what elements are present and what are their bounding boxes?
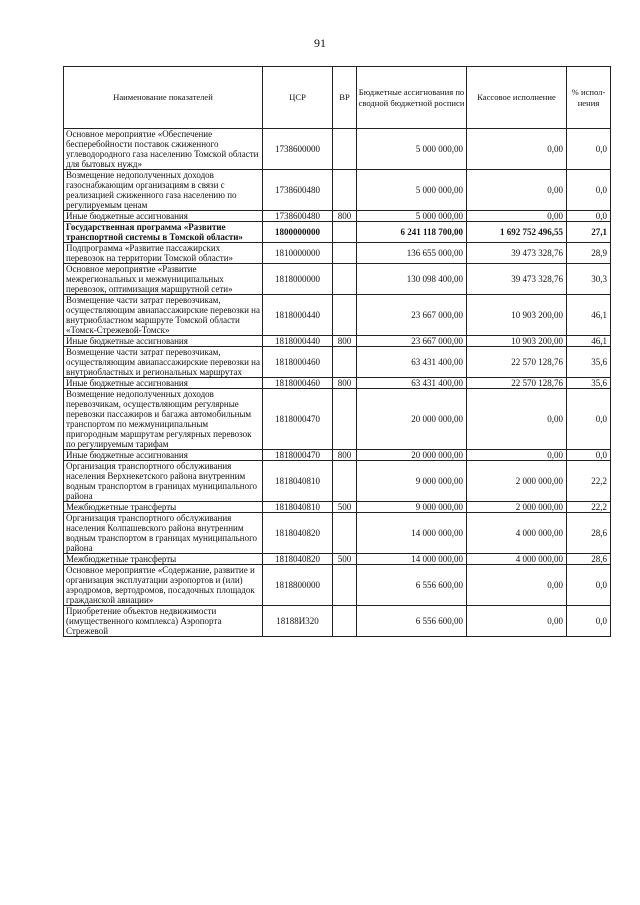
table-row xyxy=(64,554,611,565)
table-row xyxy=(64,389,611,450)
row-budget: 14 000 000,00 xyxy=(357,554,467,565)
row-csr: 1800000000 xyxy=(263,222,333,243)
row-csr: 1818000000 xyxy=(263,264,333,295)
row-percent: 30,3 xyxy=(567,264,611,295)
row-cash: 0,00 xyxy=(467,170,567,211)
row-percent: 0,0 xyxy=(567,389,611,450)
row-csr: 18188И320 xyxy=(263,606,333,637)
row-name: Организация транспортного обслуживания населения Верхнекетского района внутренним водным транспортом в границах муниципального района xyxy=(64,461,263,502)
row-vr: 800 xyxy=(333,211,357,222)
row-percent: 27,1 xyxy=(567,222,611,243)
row-budget: 130 098 400,00 xyxy=(357,264,467,295)
table-row xyxy=(64,461,611,502)
table-row xyxy=(64,513,611,554)
row-cash: 10 903 200,00 xyxy=(467,336,567,347)
row-budget: 6 556 600,00 xyxy=(357,565,467,606)
table-row xyxy=(64,129,611,170)
row-csr: 1810000000 xyxy=(263,243,333,264)
row-vr: 800 xyxy=(333,378,357,389)
row-vr xyxy=(333,129,357,170)
row-name: Основное мероприятие «Обеспечение бесперебойности поставок сжиженного углеводородного газа населению Томской области для бытовых нужд» xyxy=(64,129,263,170)
row-csr: 1818040820 xyxy=(263,554,333,565)
header-percent: % испол-нения xyxy=(567,67,611,129)
row-vr xyxy=(333,295,357,336)
table-row xyxy=(64,450,611,461)
row-csr: 1738600000 xyxy=(263,129,333,170)
table-row xyxy=(64,502,611,513)
row-vr xyxy=(333,222,357,243)
row-budget: 6 241 118 700,00 xyxy=(357,222,467,243)
row-percent: 46,1 xyxy=(567,336,611,347)
page-number: 91 xyxy=(314,36,326,50)
row-name: Государственная программа «Развитие транспортной системы в Томской области» xyxy=(64,222,263,243)
row-percent: 0,0 xyxy=(567,211,611,222)
table-row xyxy=(64,378,611,389)
row-cash: 0,00 xyxy=(467,565,567,606)
row-budget: 6 556 600,00 xyxy=(357,606,467,637)
row-csr: 1818000460 xyxy=(263,347,333,378)
row-budget: 63 431 400,00 xyxy=(357,378,467,389)
row-vr xyxy=(333,264,357,295)
row-percent: 0,0 xyxy=(567,129,611,170)
row-vr xyxy=(333,243,357,264)
header-csr: ЦСР xyxy=(263,67,333,129)
row-budget: 63 431 400,00 xyxy=(357,347,467,378)
row-cash: 0,00 xyxy=(467,129,567,170)
row-csr: 1738600480 xyxy=(263,211,333,222)
row-vr xyxy=(333,461,357,502)
table-row xyxy=(64,222,611,243)
row-vr xyxy=(333,606,357,637)
row-cash: 0,00 xyxy=(467,450,567,461)
row-cash: 10 903 200,00 xyxy=(467,295,567,336)
row-percent: 28,9 xyxy=(567,243,611,264)
row-name: Межбюджетные трансферты xyxy=(64,502,263,513)
row-name: Возмещение недополученных доходов газоснабжающим организациям в связи с реализацией сжиженного газа населению по регулируемым ценам xyxy=(64,170,263,211)
row-percent: 35,6 xyxy=(567,378,611,389)
row-budget: 20 000 000,00 xyxy=(357,389,467,450)
row-cash: 0,00 xyxy=(467,606,567,637)
row-cash: 1 692 752 496,55 xyxy=(467,222,567,243)
row-cash: 22 570 128,76 xyxy=(467,347,567,378)
header-cash: Кассовое исполнение xyxy=(467,67,567,129)
row-budget: 5 000 000,00 xyxy=(357,129,467,170)
row-percent: 22,2 xyxy=(567,461,611,502)
row-csr: 1818040820 xyxy=(263,513,333,554)
row-vr xyxy=(333,170,357,211)
row-cash: 4 000 000,00 xyxy=(467,513,567,554)
row-name: Основное мероприятие «Развитие межрегиональных и межмуниципальных перевозок, оптимизация маршрутной сети» xyxy=(64,264,263,295)
row-name: Основное мероприятие «Содержание, развитие и организация эксплуатации аэропортов и (или) аэродромов, вертодромов, посадочных площадок гражданской авиации» xyxy=(64,565,263,606)
row-csr: 1818000470 xyxy=(263,450,333,461)
row-percent: 28,6 xyxy=(567,554,611,565)
row-name: Иные бюджетные ассигнования xyxy=(64,336,263,347)
row-name: Возмещение части затрат перевозчикам, осуществляющим авиапассажирские перевозки на внутриобластном маршруте Томской области «Томск-Стрежевой-Томск» xyxy=(64,295,263,336)
header-budget: Бюджетные ассигнования по сводной бюджетной росписи xyxy=(357,67,467,129)
row-cash: 2 000 000,00 xyxy=(467,502,567,513)
row-csr: 1818040810 xyxy=(263,461,333,502)
row-cash: 39 473 328,76 xyxy=(467,243,567,264)
row-csr: 1818040810 xyxy=(263,502,333,513)
row-cash: 4 000 000,00 xyxy=(467,554,567,565)
row-vr: 500 xyxy=(333,554,357,565)
table-header-row xyxy=(64,67,611,129)
row-percent: 0,0 xyxy=(567,606,611,637)
row-name: Иные бюджетные ассигнования xyxy=(64,211,263,222)
table-row xyxy=(64,347,611,378)
row-name: Межбюджетные трансферты xyxy=(64,554,263,565)
row-budget: 9 000 000,00 xyxy=(357,502,467,513)
row-budget: 5 000 000,00 xyxy=(357,211,467,222)
row-vr xyxy=(333,389,357,450)
row-percent: 22,2 xyxy=(567,502,611,513)
header-name: Наименование показателей xyxy=(64,67,263,129)
row-name: Подпрограмма «Развитие пассажирских перевозок на территории Томской области» xyxy=(64,243,263,264)
row-budget: 23 667 000,00 xyxy=(357,295,467,336)
row-name: Иные бюджетные ассигнования xyxy=(64,450,263,461)
row-percent: 28,6 xyxy=(567,513,611,554)
row-vr: 500 xyxy=(333,502,357,513)
row-csr: 1818800000 xyxy=(263,565,333,606)
header-vr: ВР xyxy=(333,67,357,129)
row-cash: 0,00 xyxy=(467,211,567,222)
row-name: Приобретение объектов недвижимости (имущественного комплекса) Аэропорта Стрежевой xyxy=(64,606,263,637)
row-percent: 46,1 xyxy=(567,295,611,336)
table-row xyxy=(64,295,611,336)
row-percent: 35,6 xyxy=(567,347,611,378)
budget-execution-table xyxy=(63,66,611,637)
row-vr xyxy=(333,513,357,554)
table-row xyxy=(64,336,611,347)
row-csr: 1818000440 xyxy=(263,295,333,336)
row-budget: 136 655 000,00 xyxy=(357,243,467,264)
table-row xyxy=(64,606,611,637)
table-row xyxy=(64,170,611,211)
row-budget: 23 667 000,00 xyxy=(357,336,467,347)
table-row xyxy=(64,243,611,264)
row-name: Возмещение недополученных доходов перевозчикам, осуществляющим регулярные перевозки пассажиров и багажа автомобильным транспортом по межмуниципальным пригородным маршрутам регулярных перевозок по регулируемым тарифам xyxy=(64,389,263,450)
row-csr: 1738600480 xyxy=(263,170,333,211)
row-percent: 0,0 xyxy=(567,565,611,606)
row-vr: 800 xyxy=(333,336,357,347)
row-vr xyxy=(333,565,357,606)
row-csr: 1818000460 xyxy=(263,378,333,389)
row-cash: 22 570 128,76 xyxy=(467,378,567,389)
row-cash: 0,00 xyxy=(467,389,567,450)
row-budget: 5 000 000,00 xyxy=(357,170,467,211)
row-cash: 39 473 328,76 xyxy=(467,264,567,295)
row-name: Иные бюджетные ассигнования xyxy=(64,378,263,389)
row-percent: 0,0 xyxy=(567,170,611,211)
row-name: Организация транспортного обслуживания населения Колпашевского района внутренним водным транспортом в границах муниципального района xyxy=(64,513,263,554)
table-row xyxy=(64,211,611,222)
row-csr: 1818000470 xyxy=(263,389,333,450)
row-cash: 2 000 000,00 xyxy=(467,461,567,502)
row-vr xyxy=(333,347,357,378)
table-row xyxy=(64,565,611,606)
row-budget: 9 000 000,00 xyxy=(357,461,467,502)
table-row xyxy=(64,264,611,295)
row-budget: 14 000 000,00 xyxy=(357,513,467,554)
row-budget: 20 000 000,00 xyxy=(357,450,467,461)
row-name: Возмещение части затрат перевозчикам, осуществляющим авиапассажирские перевозки на внутриобластных и региональных маршрутах xyxy=(64,347,263,378)
row-percent: 0,0 xyxy=(567,450,611,461)
row-csr: 1818000440 xyxy=(263,336,333,347)
row-vr: 800 xyxy=(333,450,357,461)
